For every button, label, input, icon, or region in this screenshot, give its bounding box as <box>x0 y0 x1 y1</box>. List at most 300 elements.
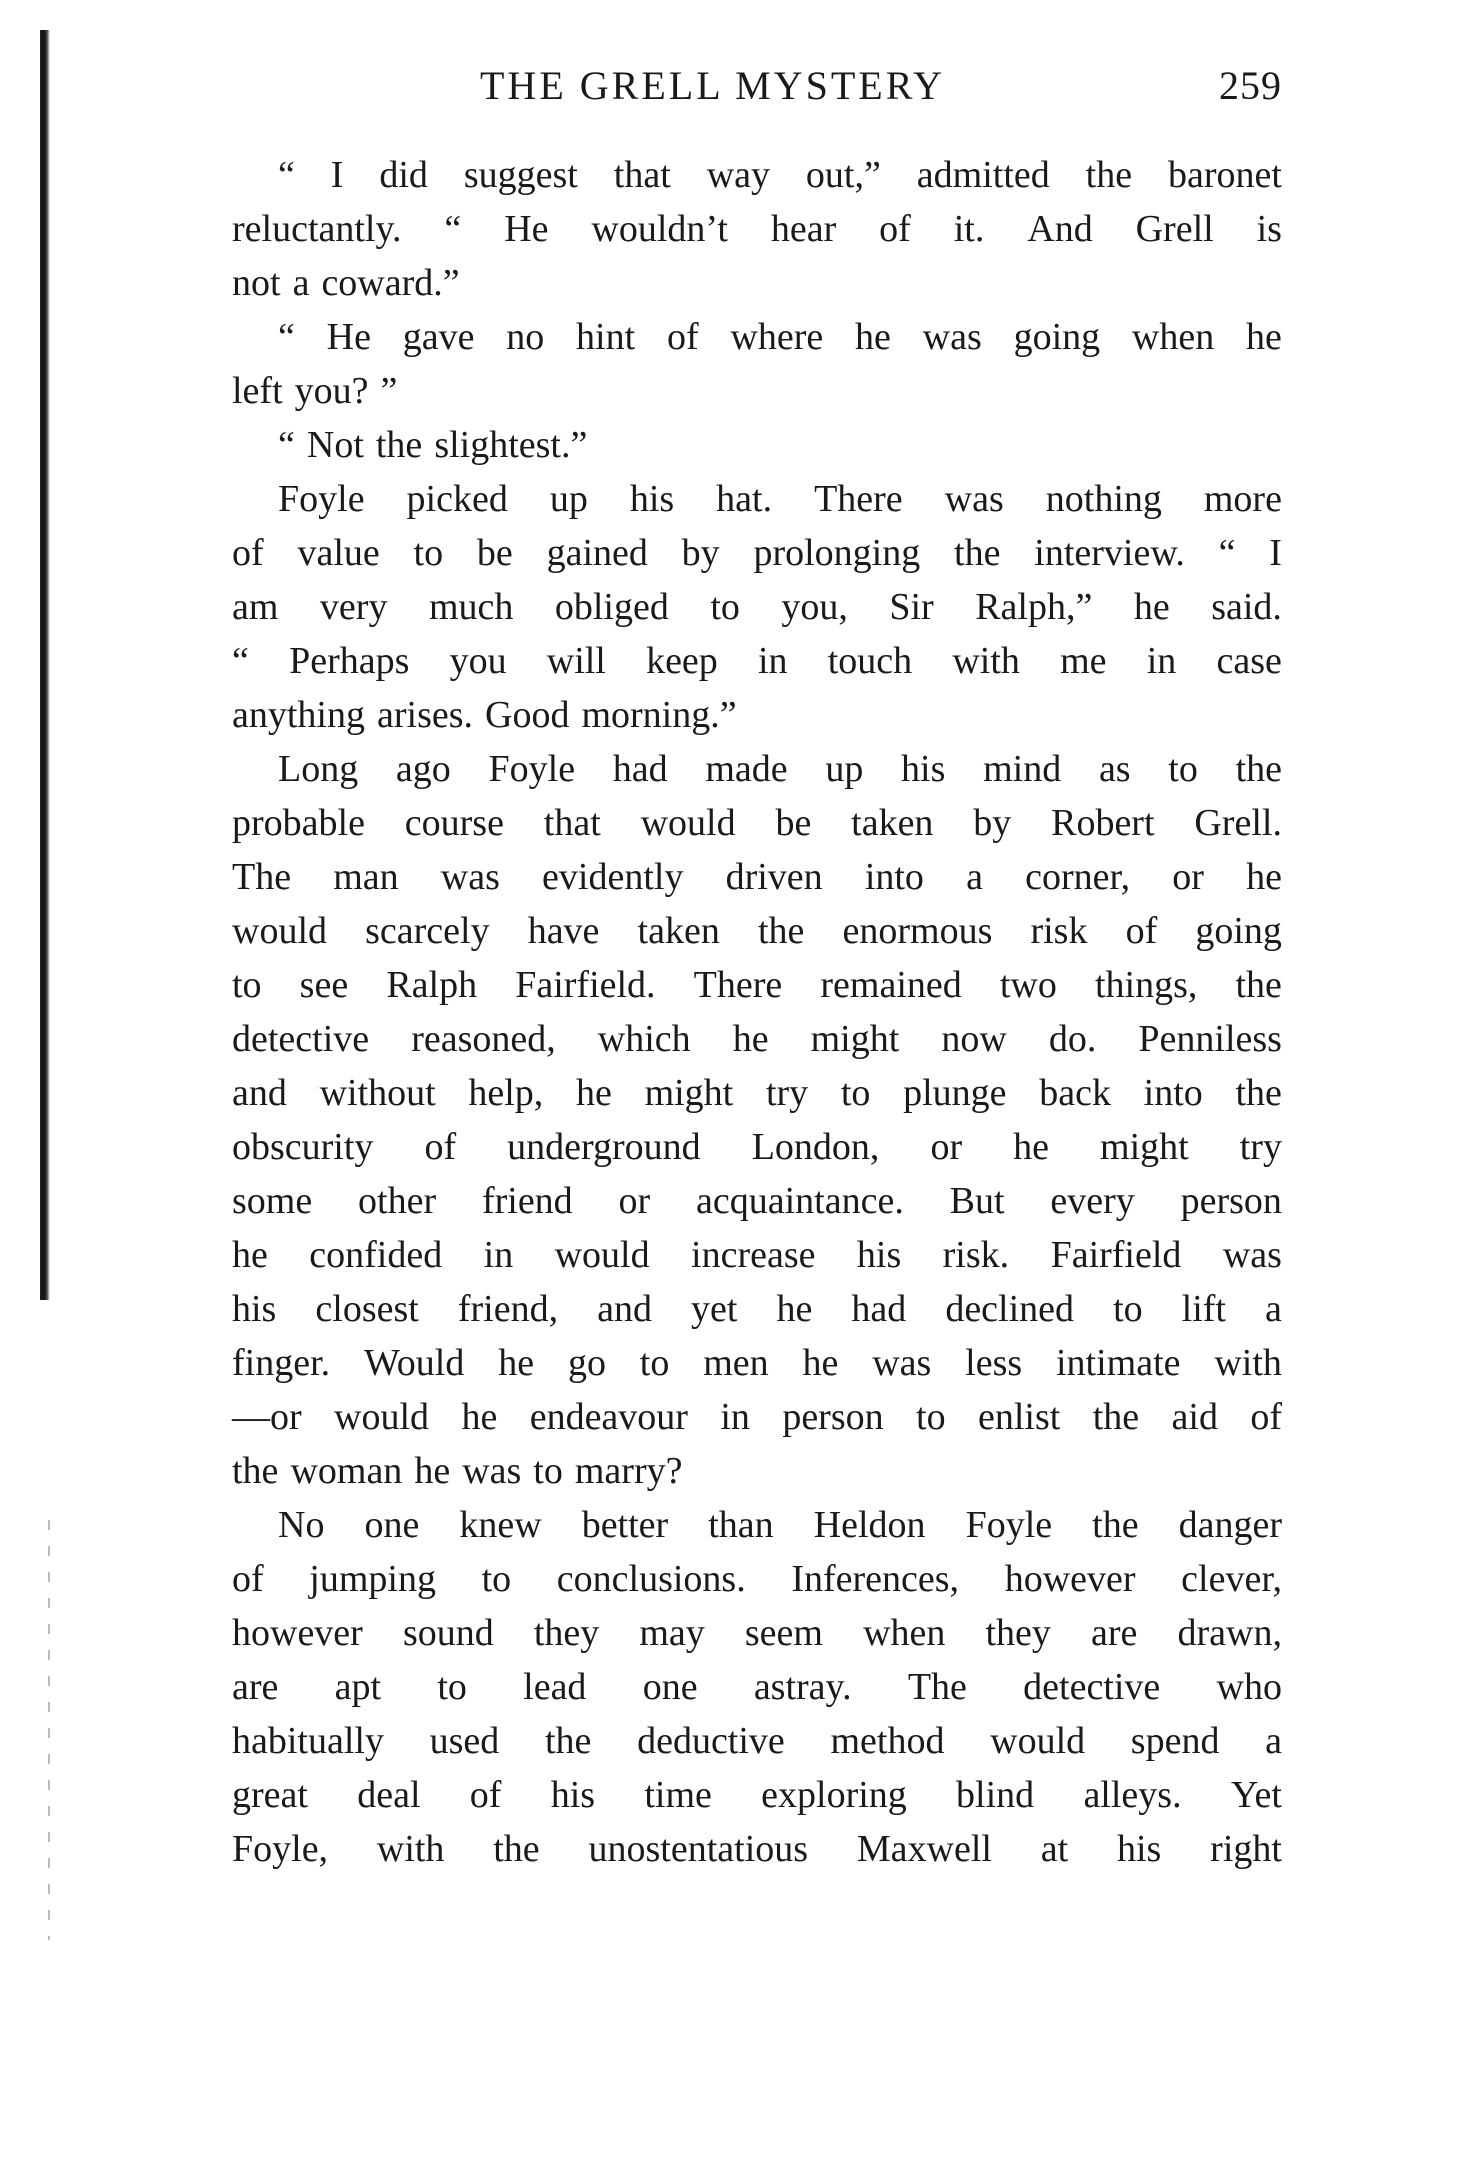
word: Foyle, <box>232 1828 329 1870</box>
word: exploring <box>761 1774 907 1816</box>
word: a <box>292 262 310 304</box>
word: Grell <box>1135 208 1214 250</box>
word: the <box>757 910 805 952</box>
word: enormous <box>842 910 993 952</box>
word: help, <box>468 1072 544 1114</box>
text-line <box>232 1822 1282 1876</box>
page-number: 259 <box>1219 63 1282 108</box>
word: coward.” <box>321 262 460 304</box>
word: you? <box>294 370 369 412</box>
word: corner, <box>1025 856 1131 898</box>
word: is <box>1256 208 1282 250</box>
word: scarcely <box>365 910 490 952</box>
word: going <box>1195 910 1282 952</box>
word: woman <box>290 1450 403 1492</box>
word: he <box>1133 586 1170 628</box>
word: confided <box>309 1234 443 1276</box>
word: the <box>1092 1504 1139 1546</box>
word: yet <box>691 1288 738 1330</box>
word: Robert <box>1051 802 1155 844</box>
word: try <box>1239 1126 1282 1168</box>
word: baronet <box>1168 154 1282 196</box>
word: he <box>732 1018 769 1060</box>
word: finger. <box>232 1342 331 1384</box>
word: spend <box>1130 1720 1220 1762</box>
word: Fairfield. <box>515 964 656 1006</box>
word: his <box>629 478 675 520</box>
word: to <box>916 1396 946 1438</box>
text-line <box>232 796 1282 850</box>
word: of <box>232 1558 264 1600</box>
word: or <box>1172 856 1204 898</box>
word: to <box>481 1558 512 1600</box>
word: way <box>706 154 770 196</box>
word: he <box>414 1450 451 1492</box>
word: into <box>1143 1072 1203 1114</box>
word: detective <box>1023 1666 1161 1708</box>
word: men <box>703 1342 769 1384</box>
text-line <box>232 1390 1282 1444</box>
word: Penniless <box>1138 1018 1282 1060</box>
word: may <box>639 1612 705 1654</box>
word: he <box>232 1234 268 1276</box>
word: did <box>379 154 428 196</box>
word: however <box>232 1612 363 1654</box>
text-line <box>232 1282 1282 1336</box>
word: go <box>567 1342 606 1384</box>
word: endeavour <box>529 1396 688 1438</box>
word: Inferences, <box>791 1558 960 1600</box>
word: mind <box>983 748 1062 790</box>
text-line <box>232 256 1282 310</box>
word: better <box>581 1504 669 1546</box>
word: hear <box>770 208 837 250</box>
word: in <box>720 1396 750 1438</box>
word: which <box>597 1018 691 1060</box>
word: me <box>1060 640 1107 682</box>
word: the <box>493 1828 540 1870</box>
word: or <box>618 1180 651 1222</box>
word: than <box>708 1504 774 1546</box>
word: deal <box>357 1774 421 1816</box>
word: his <box>232 1288 277 1330</box>
word: wouldn’t <box>591 208 728 250</box>
word: Grell. <box>1194 802 1282 844</box>
word: when <box>1131 316 1215 358</box>
word: he <box>1013 1126 1049 1168</box>
word: of <box>424 1126 457 1168</box>
word: are <box>1091 1612 1138 1654</box>
word: his <box>1117 1828 1162 1870</box>
word: He <box>326 316 371 358</box>
word: —or <box>232 1396 302 1438</box>
word: jumping <box>309 1558 436 1600</box>
word: “ <box>1218 532 1236 574</box>
text-line <box>232 904 1282 958</box>
word: friend, <box>457 1288 559 1330</box>
word: acquaintance. <box>696 1180 904 1222</box>
word: method <box>830 1720 945 1762</box>
word: the <box>232 1450 279 1492</box>
body-text <box>232 148 1282 1876</box>
word: and <box>597 1288 652 1330</box>
word: would <box>334 1396 430 1438</box>
word: very <box>319 586 388 628</box>
word: admitted <box>916 154 1050 196</box>
word: had <box>851 1288 907 1330</box>
word: The <box>907 1666 967 1708</box>
word: left <box>232 370 283 412</box>
word: “ <box>278 424 295 466</box>
text-line <box>232 526 1282 580</box>
word: underground <box>507 1126 701 1168</box>
word: would <box>640 802 736 844</box>
word: to <box>1168 748 1198 790</box>
word: Ralph,” <box>975 586 1093 628</box>
word: he <box>1246 316 1282 358</box>
word: without <box>319 1072 436 1114</box>
word: try <box>765 1072 809 1114</box>
word: “ <box>278 316 295 358</box>
word: now <box>941 1018 1007 1060</box>
word: the <box>1235 1072 1282 1114</box>
word: in <box>483 1234 514 1276</box>
word: interview. <box>1034 532 1185 574</box>
word: picked <box>406 478 508 520</box>
word: in <box>1146 640 1177 682</box>
word: and <box>232 1072 287 1114</box>
word: less <box>965 1342 1023 1384</box>
word: in <box>757 640 788 682</box>
word: to <box>710 586 740 628</box>
word: he <box>461 1396 498 1438</box>
word: taken <box>637 910 720 952</box>
word: obliged <box>554 586 669 628</box>
word: I <box>330 154 344 196</box>
word: “ <box>278 154 295 196</box>
word: anything <box>232 694 365 736</box>
word: Sir <box>889 586 934 628</box>
word: keep <box>646 640 718 682</box>
word: of <box>879 208 911 250</box>
word: the <box>1085 154 1133 196</box>
word: touch <box>827 640 913 682</box>
word: back <box>1039 1072 1111 1114</box>
word: he <box>776 1288 813 1330</box>
word: two <box>999 964 1057 1006</box>
word: Fairfield <box>1050 1234 1182 1276</box>
word: every <box>1050 1180 1135 1222</box>
word: morning.” <box>581 694 737 736</box>
word: had <box>612 748 668 790</box>
word: slightest.” <box>434 424 588 466</box>
text-line <box>232 364 1282 418</box>
word: Would <box>363 1342 465 1384</box>
word: will <box>546 640 606 682</box>
word: no <box>506 316 545 358</box>
word: Good <box>485 694 570 736</box>
word: intimate <box>1055 1342 1181 1384</box>
word: said. <box>1211 586 1282 628</box>
word: But <box>949 1180 1005 1222</box>
word: as <box>1098 748 1131 790</box>
word: you <box>449 640 507 682</box>
word: was <box>440 856 500 898</box>
word: a <box>966 856 983 898</box>
word: No <box>278 1504 325 1546</box>
word: prolonging <box>753 532 921 574</box>
word: taken <box>851 802 934 844</box>
text-line <box>232 688 1282 742</box>
word: or <box>930 1126 963 1168</box>
word: more <box>1203 478 1282 520</box>
word: see <box>299 964 349 1006</box>
word: might <box>1100 1126 1189 1168</box>
word: at <box>1040 1828 1069 1870</box>
word: man <box>333 856 399 898</box>
text-line <box>232 1444 1282 1498</box>
word: to <box>533 1450 563 1492</box>
word: was <box>922 316 982 358</box>
word: plunge <box>903 1072 1007 1114</box>
word: a <box>1265 1288 1282 1330</box>
word: danger <box>1178 1504 1282 1546</box>
word: was <box>944 478 1004 520</box>
word: ago <box>395 748 451 790</box>
word: driven <box>725 856 823 898</box>
word: Heldon <box>813 1504 926 1546</box>
word: hint <box>576 316 636 358</box>
word: by <box>681 532 720 574</box>
text-line <box>232 1336 1282 1390</box>
word: much <box>428 586 514 628</box>
word: be <box>476 532 513 574</box>
word: he <box>1246 856 1282 898</box>
word: friend <box>481 1180 573 1222</box>
word: The <box>232 856 292 898</box>
word: alleys. <box>1083 1774 1182 1816</box>
word: the <box>954 532 1001 574</box>
word: enlist <box>977 1396 1061 1438</box>
word: it. <box>953 208 985 250</box>
word: He <box>504 208 549 250</box>
word: was <box>462 1450 522 1492</box>
word: not <box>232 262 281 304</box>
word: astray. <box>753 1666 852 1708</box>
word: drawn, <box>1177 1612 1282 1654</box>
word: right <box>1210 1828 1282 1870</box>
word: London, <box>751 1126 880 1168</box>
text-line <box>232 634 1282 688</box>
word: obscurity <box>232 1126 374 1168</box>
word: he <box>498 1342 535 1384</box>
binding-shadow <box>40 30 50 1300</box>
word: he <box>855 316 891 358</box>
text-line <box>232 418 1282 472</box>
text-line <box>232 1768 1282 1822</box>
word: you, <box>781 586 848 628</box>
text-line <box>232 1498 1282 1552</box>
word: of <box>1250 1396 1282 1438</box>
word: I <box>1269 532 1282 574</box>
word: blind <box>956 1774 1035 1816</box>
word: would <box>554 1234 650 1276</box>
running-head: THE GRELL MYSTERY <box>480 63 946 108</box>
word: to <box>1113 1288 1143 1330</box>
word: of <box>232 532 264 574</box>
word: he <box>802 1342 839 1384</box>
word: to <box>840 1072 871 1114</box>
word: gave <box>402 316 475 358</box>
word: nothing <box>1045 478 1162 520</box>
word: where <box>730 316 824 358</box>
word: with <box>952 640 1020 682</box>
word: suggest <box>463 154 578 196</box>
word: lead <box>523 1666 587 1708</box>
word: some <box>232 1180 313 1222</box>
word: time <box>644 1774 712 1816</box>
text-line <box>232 1552 1282 1606</box>
word: detective <box>232 1018 370 1060</box>
word: who <box>1216 1666 1282 1708</box>
text-line <box>232 850 1282 904</box>
word: deductive <box>637 1720 785 1762</box>
word: one <box>364 1504 420 1546</box>
word: person <box>782 1396 884 1438</box>
text-line <box>232 1174 1282 1228</box>
word: have <box>527 910 600 952</box>
word: Maxwell <box>856 1828 992 1870</box>
word: to <box>413 532 444 574</box>
word: when <box>863 1612 946 1654</box>
word: was <box>872 1342 932 1384</box>
word: up <box>825 748 864 790</box>
word: increase <box>691 1234 816 1276</box>
word: gained <box>546 532 648 574</box>
page-header <box>232 62 1282 122</box>
word: Not <box>306 424 364 466</box>
word: Foyle <box>965 1504 1053 1546</box>
word: a <box>1265 1720 1282 1762</box>
word: that <box>613 154 671 196</box>
word: things, <box>1094 964 1198 1006</box>
word: would <box>990 1720 1086 1762</box>
word: his <box>550 1774 596 1816</box>
word: with <box>1214 1342 1282 1384</box>
word: used <box>429 1720 500 1762</box>
word: person <box>1180 1180 1282 1222</box>
word: And <box>1027 208 1093 250</box>
word: Ralph <box>386 964 478 1006</box>
word: going <box>1013 316 1101 358</box>
word: of <box>469 1774 502 1816</box>
word: Foyle <box>488 748 576 790</box>
word: Yet <box>1230 1774 1282 1816</box>
word: by <box>973 802 1012 844</box>
word: “ <box>232 640 249 682</box>
word: course <box>404 802 504 844</box>
text-line <box>232 742 1282 796</box>
word: with <box>376 1828 445 1870</box>
word: ” <box>380 370 398 412</box>
word: value <box>297 532 380 574</box>
word: lift <box>1181 1288 1226 1330</box>
word: the <box>1092 1396 1140 1438</box>
text-line <box>232 580 1282 634</box>
word: other <box>358 1180 437 1222</box>
word: great <box>232 1774 308 1816</box>
word: evidently <box>542 856 684 898</box>
word: would <box>232 910 327 952</box>
word: was <box>1222 1234 1282 1276</box>
word: up <box>549 478 588 520</box>
word: might <box>810 1018 900 1060</box>
word: habitually <box>232 1720 384 1762</box>
word: that <box>543 802 601 844</box>
word: Long <box>278 748 359 790</box>
word: risk. <box>942 1234 1010 1276</box>
word: There <box>693 964 783 1006</box>
word: sound <box>402 1612 494 1654</box>
word: remained <box>820 964 962 1006</box>
word: to <box>437 1666 467 1708</box>
word: out,” <box>805 154 881 196</box>
text-line <box>232 1660 1282 1714</box>
word: his <box>901 748 946 790</box>
word: the <box>544 1720 592 1762</box>
word: There <box>814 478 903 520</box>
word: are <box>232 1666 279 1708</box>
word: arises. <box>376 694 474 736</box>
text-line <box>232 202 1282 256</box>
word: they <box>985 1612 1051 1654</box>
text-line <box>232 1012 1282 1066</box>
word: the <box>375 424 423 466</box>
word: they <box>533 1612 600 1654</box>
word: however <box>1004 1558 1136 1600</box>
word: hat. <box>716 478 773 520</box>
word: seem <box>744 1612 823 1654</box>
word: apt <box>334 1666 382 1708</box>
word: knew <box>459 1504 542 1546</box>
word: am <box>232 586 279 628</box>
word: reluctantly. <box>232 208 402 250</box>
word: clever, <box>1181 1558 1282 1600</box>
word: he <box>576 1072 612 1114</box>
word: the <box>1235 964 1282 1006</box>
word: his <box>856 1234 902 1276</box>
word: of <box>1125 910 1158 952</box>
text-line <box>232 148 1282 202</box>
word: into <box>864 856 924 898</box>
word: do. <box>1048 1018 1097 1060</box>
word: unostentatious <box>588 1828 809 1870</box>
word: Foyle <box>278 478 365 520</box>
word: reasoned, <box>411 1018 556 1060</box>
word: closest <box>315 1288 419 1330</box>
word: made <box>705 748 788 790</box>
word: case <box>1216 640 1282 682</box>
word: to <box>639 1342 670 1384</box>
word: marry? <box>574 1450 683 1492</box>
word: of <box>666 316 699 358</box>
word: to <box>232 964 262 1006</box>
text-line <box>232 1606 1282 1660</box>
text-line <box>232 1228 1282 1282</box>
word: aid <box>1171 1396 1218 1438</box>
word: risk <box>1030 910 1088 952</box>
text-line <box>232 310 1282 364</box>
